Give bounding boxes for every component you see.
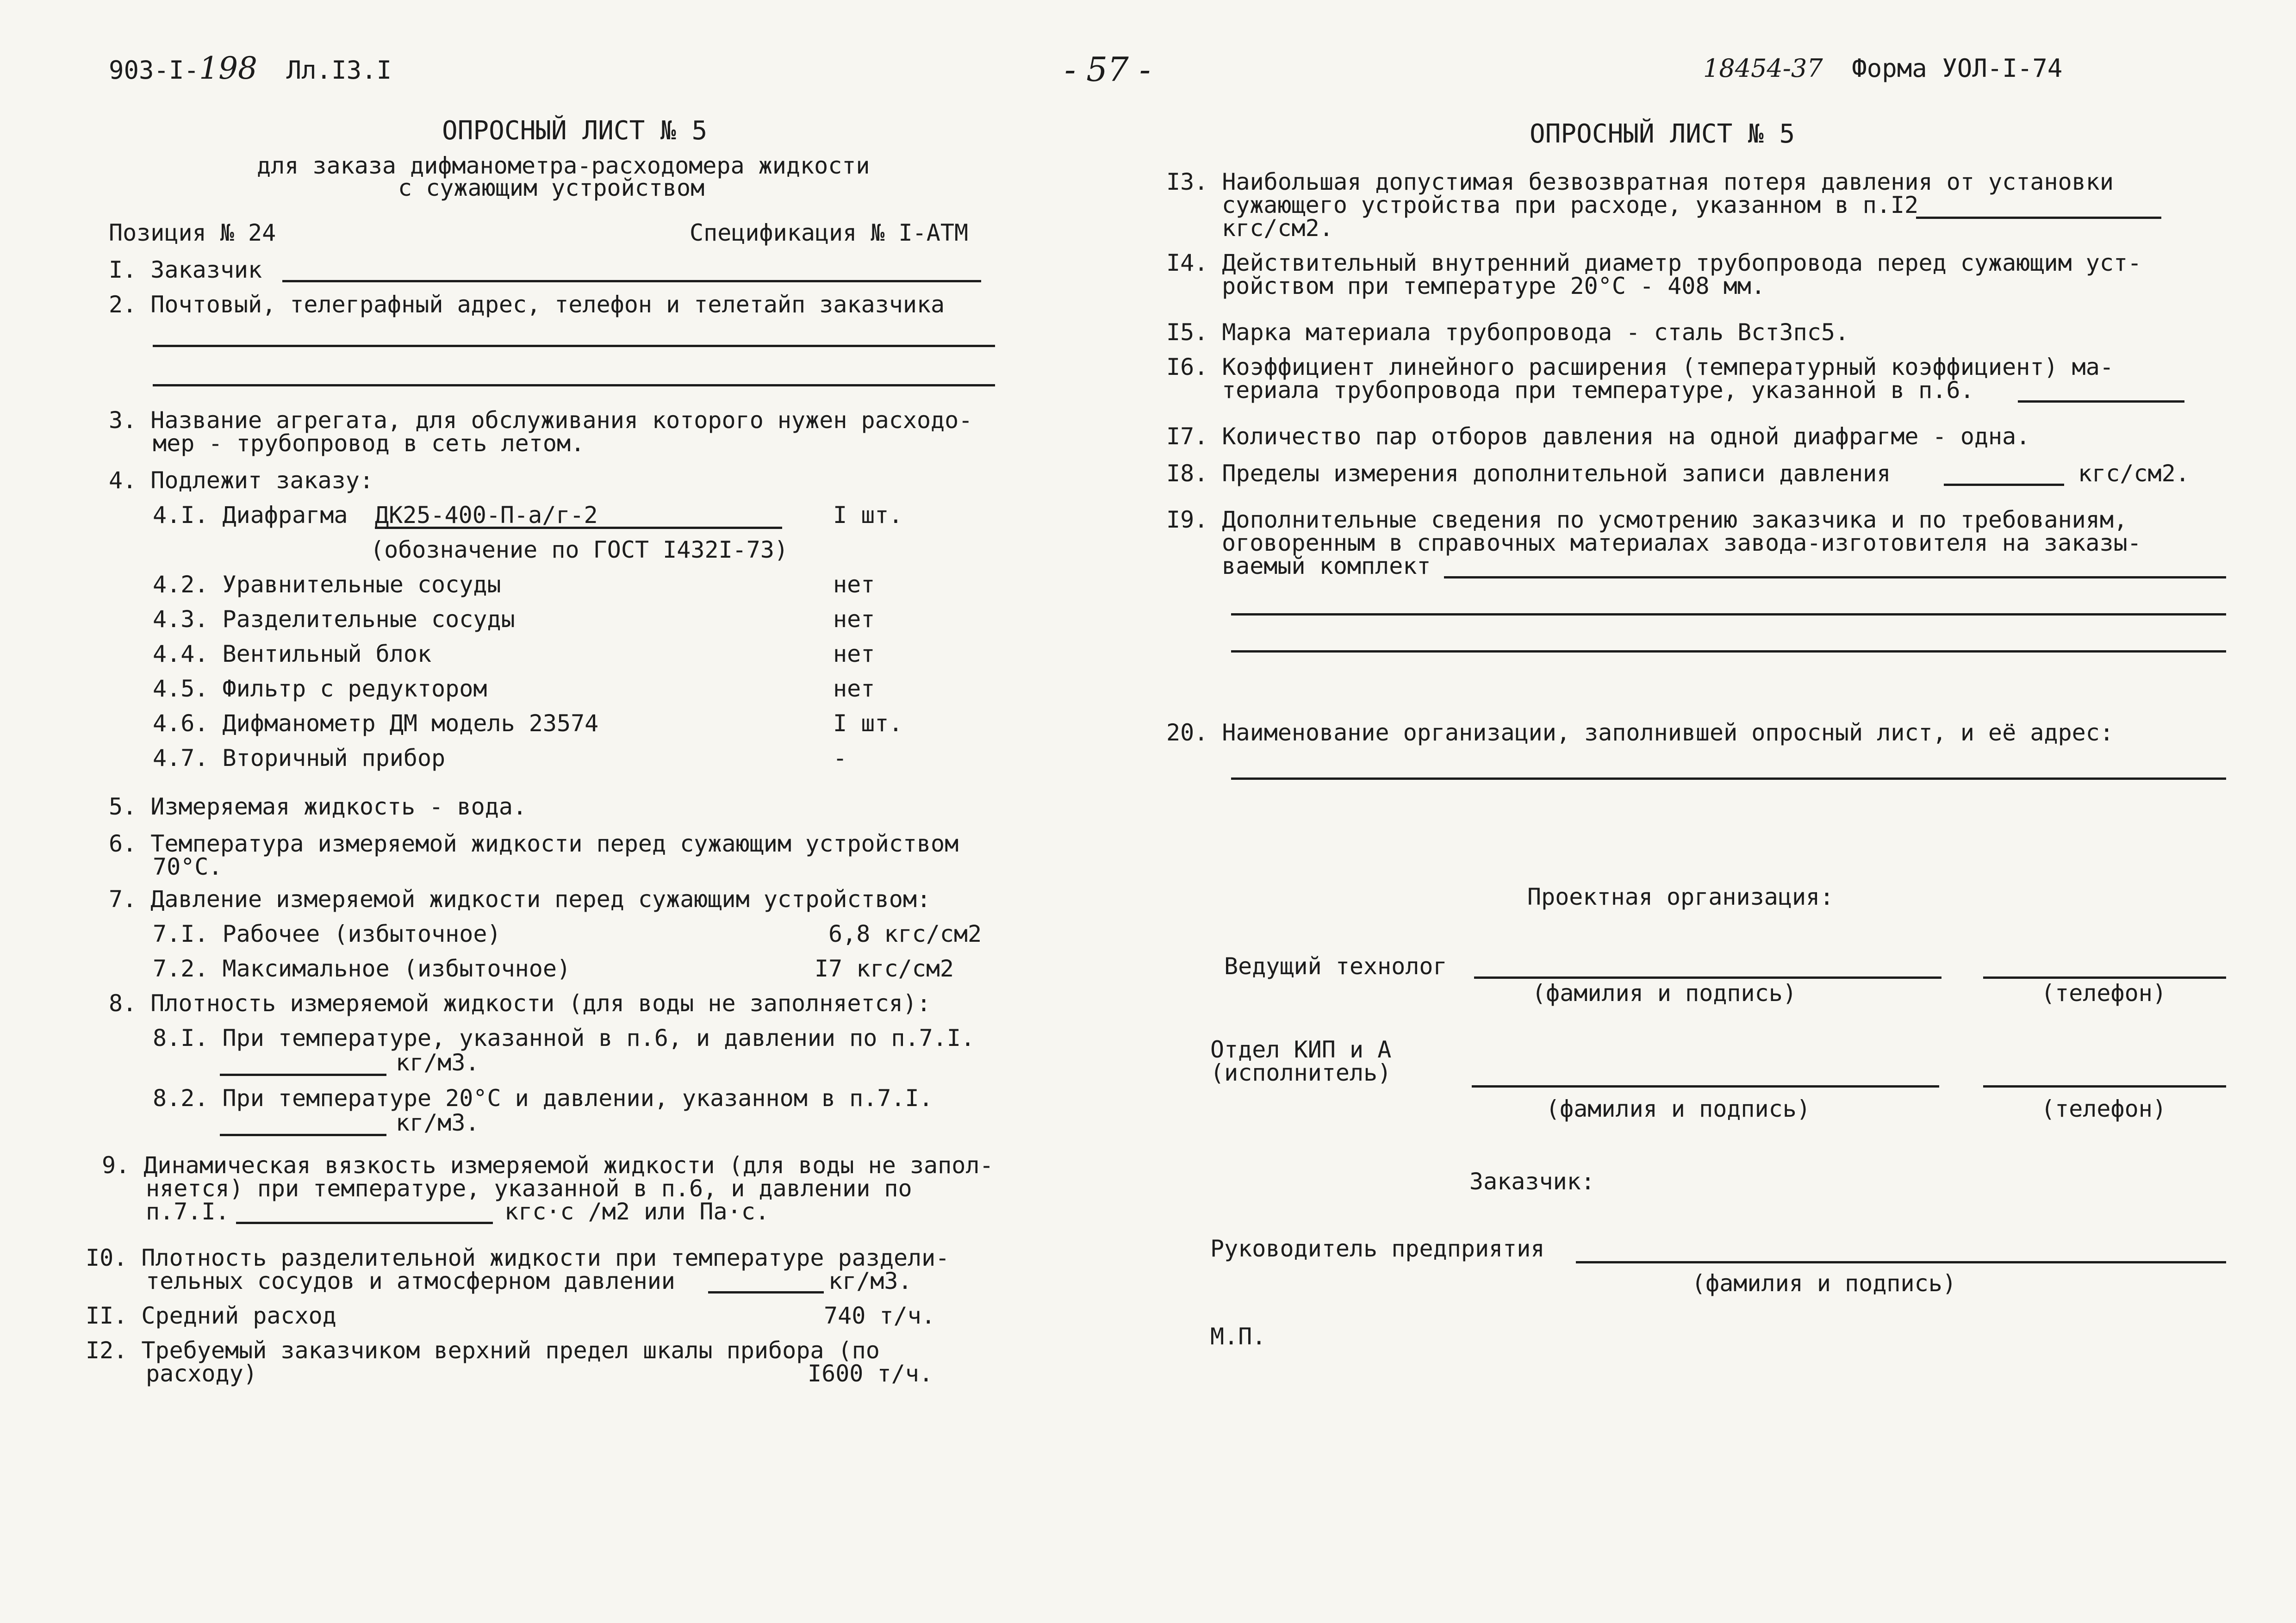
sub-item-label: 4.5. Фильтр с редуктором [153,675,487,702]
item-11-label: II. Средний расход [86,1302,336,1329]
lead-technologist-phone-caption: (телефон) [2041,980,2166,1007]
item-7-1-label: 7.I. Рабочее (избыточное) [153,920,501,947]
item-8-2-line-1: 8.2. При температуре 20°С и давлении, указанном в п.7.I. [153,1085,933,1112]
left-subtitle-2: с сужающим устройством [398,174,705,201]
item-9-line-1: 9. Динамическая вязкость измеряемой жидкости (для воды не запол- [102,1152,994,1179]
item-4-1-value: ДК25-400-П-а/г-2 [375,502,598,529]
item-18-unit: кгс/см2. [2078,460,2190,487]
item-13-line-3: кгс/см2. [1222,215,1333,242]
kip-executor-label: (исполнитель) [1210,1059,1392,1086]
address-fill-line-1 [153,345,995,347]
customer-heading: Заказчик: [1469,1168,1595,1195]
item-10-unit: кг/м3. [828,1268,912,1294]
item-7-2-value: I7 кгс/см2 [815,955,954,982]
lead-technologist-label: Ведущий технолог [1224,953,1447,980]
list-item [153,572,963,606]
item-13-line-1: I3. Наибольшая допустимая безвозвратная потеря давления от установки [1166,168,2114,195]
item-4-1-label: 4.I. Диафрагма [153,502,348,529]
kip-signature-line [1472,1085,1939,1088]
stamp-place-label: М.П. [1210,1323,1266,1350]
sub-item-value: нет [833,606,875,633]
item-10-fill-line [708,1291,824,1293]
list-item [153,676,963,710]
item-3-line-2: мер - трубопровод в сеть летом. [153,430,585,457]
item-19-line-3: ваемый комплект [1222,553,1431,579]
item-19-line-2: оговоренным в справочных материалах завода-изготовителя на заказы- [1222,529,2141,556]
item-9-unit: кгс·с /м2 или Па·с. [504,1198,769,1225]
item-6-line-2: 70°С. [153,853,223,880]
right-title: ОПРОСНЫЙ ЛИСТ № 5 [1530,119,1795,149]
item-7-2-label: 7.2. Максимальное (избыточное) [153,955,571,982]
kip-department-label: Отдел КИП и А [1210,1036,1392,1063]
left-subtitle-1: для заказа дифманометра-расходомера жидкости [257,152,870,179]
enterprise-head-name-caption: (фамилия и подпись) [1692,1270,1956,1297]
sub-items-list [153,572,963,780]
sub-item-value: нет [833,640,875,667]
diaphragm-fill-line [375,527,782,529]
item-15-material: I5. Марка материала трубопровода - сталь ВстЗпс5. [1166,319,1849,346]
register-number-handwritten: 18454-37 [1703,54,1823,83]
list-item [153,745,963,780]
item-19-fill-line-3 [1231,650,2226,653]
item-12-line-2: расходу) [146,1360,257,1387]
list-item [153,710,963,745]
item-4-1-qty: I шт. [833,502,903,529]
sub-item-label: 4.2. Уравнительные сосуды [153,571,501,598]
document-code-handwritten: 198 [199,50,258,86]
item-16-fill-line [2018,400,2184,403]
left-title: ОПРОСНЫЙ ЛИСТ № 5 [442,116,708,146]
item-20-organization: 20. Наименование организации, заполнившей опросный лист, и её адрес: [1166,719,2114,746]
item-11-value: 740 т/ч. [824,1302,935,1329]
item-18-fill-line [1944,484,2064,486]
sub-item-value: I шт. [833,710,903,737]
kip-phone-caption: (телефон) [2041,1095,2166,1122]
item-12-line-1: I2. Требуемый заказчиком верхний предел шкалы прибора (по [86,1337,880,1364]
item-16-line-2: териала трубопровода при температуре, указанной в п.6. [1222,377,1974,404]
sub-item-value: нет [833,675,875,702]
form-code: Форма УОЛ-I-74 [1852,54,2063,83]
item-6-line-1: 6. Температура измеряемой жидкости перед сужающим устройством [109,830,959,857]
item-19-fill-line-2 [1231,613,2226,616]
item-5-liquid: 5. Измеряемая жидкость - вода. [109,793,527,820]
customer-fill-line [282,280,981,282]
item-18-label: I8. Пределы измерения дополнительной записи давления [1166,460,1891,487]
item-20-fill-line [1231,777,2226,780]
document-code-prefix: 903-I- [109,56,199,85]
list-item [153,606,963,641]
item-10-line-1: I0. Плотность разделительной жидкости при температуре раздели- [86,1244,950,1271]
item-19-fill-line-1 [1444,576,2226,578]
item-7-pressure: 7. Давление измеряемой жидкости перед сужающим устройством: [109,886,931,913]
item-8-2-unit: кг/м3. [396,1109,479,1136]
item-4-order: 4. Подлежит заказу: [109,467,373,494]
item-17-pairs: I7. Количество пар отборов давления на одной диафрагме - одна. [1166,423,2030,450]
lead-technologist-signature-line [1474,976,1941,979]
item-8-1-line-1: 8.I. При температуре, указанной в п.6, и давлении по п.7.I. [153,1025,975,1051]
sheet-number: Лл.I3.I [286,56,392,85]
item-3-line-1: 3. Название агрегата, для обслуживания которого нужен расходо- [109,407,973,434]
kip-name-caption: (фамилия и подпись) [1546,1095,1811,1122]
lead-technologist-name-caption: (фамилия и подпись) [1532,980,1797,1007]
sub-item-label: 4.3. Разделительные сосуды [153,606,515,633]
document-code [109,50,392,86]
page-number: - 57 - [1064,50,1151,89]
item-9-line-2: няется) при температуре, указанной в п.6, и давлении по [146,1175,912,1202]
item-8-2-fill-line [220,1134,386,1136]
item-9-fill-line [236,1222,493,1224]
item-2-address: 2. Почтовый, телеграфный адрес, телефон и телетайп заказчика [109,291,945,318]
item-4-1-note: (обозначение по ГОСТ I432I-73) [370,536,789,563]
item-10-line-2: тельных сосудов и атмосферном давлении [146,1268,675,1294]
item-8-density: 8. Плотность измеряемой жидкости (для воды не заполняется): [109,990,931,1017]
form-id [1703,56,2062,81]
sub-item-value: - [833,745,847,771]
item-9-line-3: п.7.I. [146,1198,230,1225]
item-12-value: I600 т/ч. [808,1360,933,1387]
sub-item-value: нет [833,571,875,598]
specification-number: Спецификация № I-АТМ [690,219,969,246]
enterprise-head-signature-line [1576,1261,2226,1263]
design-organization-heading: Проектная организация: [1527,883,1834,910]
address-fill-line-2 [153,384,995,386]
item-19-line-1: I9. Дополнительные сведения по усмотрению заказчика и по требованиям, [1166,506,2128,533]
item-16-line-1: I6. Коэффициент линейного расширения (температурный коэффициент) ма- [1166,354,2114,380]
sub-item-label: 4.4. Вентильный блок [153,640,432,667]
lead-technologist-phone-line [1983,976,2226,979]
enterprise-head-label: Руководитель предприятия [1210,1235,1545,1262]
kip-phone-line [1983,1085,2226,1088]
item-13-line-2: сужающего устройства при расходе, указанном в п.I2 [1222,192,1919,218]
item-1-customer: I. Заказчик [109,256,262,283]
item-14-line-1: I4. Действительный внутренний диаметр трубопровода перед сужающим уст- [1166,249,2142,276]
position-number: Позиция № 24 [109,219,276,246]
sub-item-label: 4.7. Вторичный прибор [153,745,446,771]
list-item [153,641,963,676]
sub-item-label: 4.6. Дифманометр ДМ модель 23574 [153,710,599,737]
item-14-line-2: ройством при температуре 20°С - 408 мм. [1222,273,1765,299]
item-13-fill-line [1916,217,2161,219]
item-8-1-unit: кг/м3. [396,1049,479,1076]
item-7-1-value: 6,8 кгс/см2 [828,920,982,947]
item-8-1-fill-line [220,1074,386,1076]
